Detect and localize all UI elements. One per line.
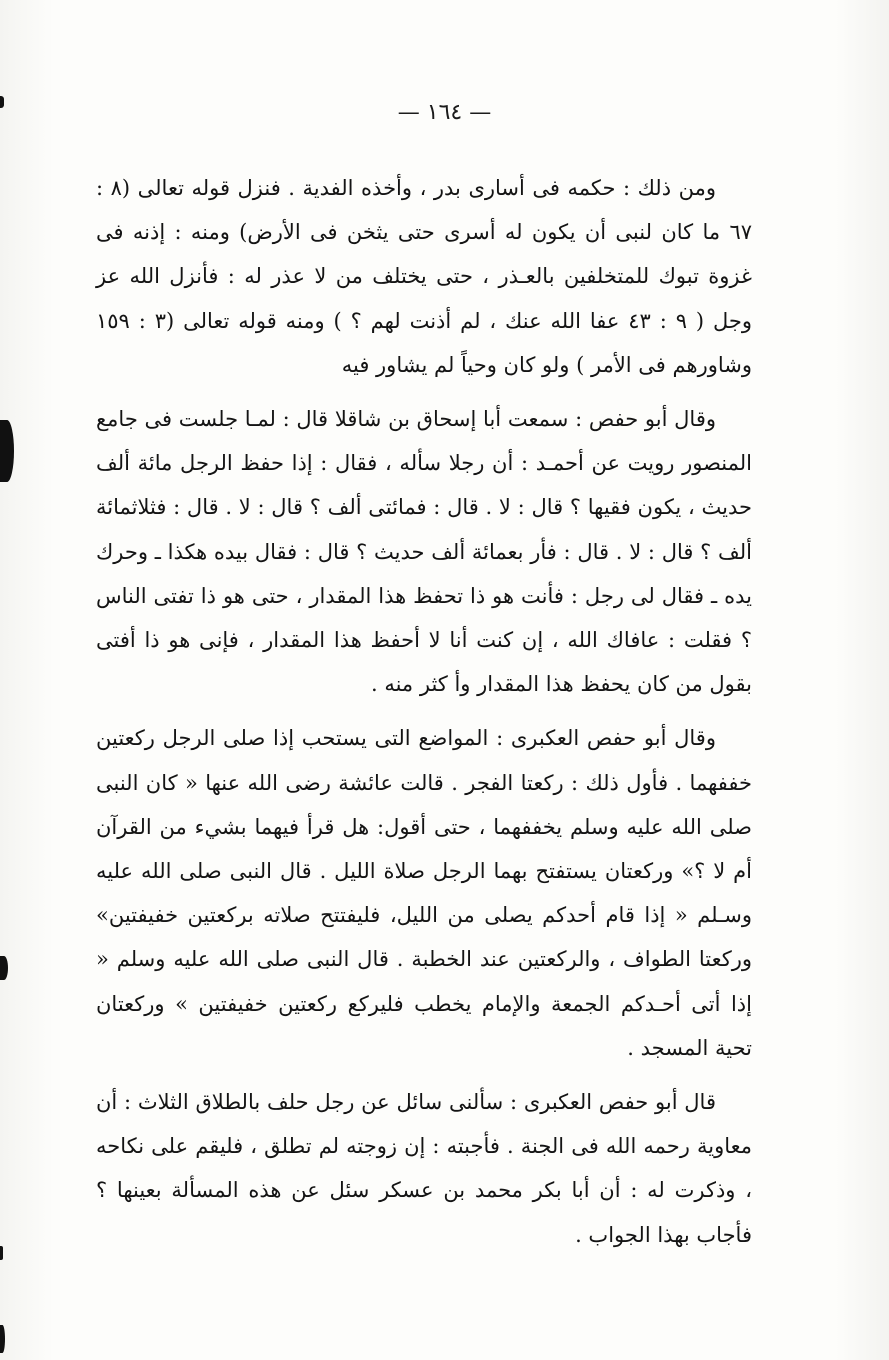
scan-edge-mark xyxy=(0,420,14,482)
body-text xyxy=(96,166,752,1257)
paragraph-4: قال أبو حفص العكبرى : سألنى سائل عن رجل حلف بالطلاق الثلاث : أن معاوية رحمه الله فى الجنة . فأجبته : إن زوجته لم تطلق ، فليقم على نكاحه ، وذكرت له : أن أبا بكر محمد بن عسكر سئل عن هذه المسألة بعينها ؟ فأجاب بهذا الجواب . xyxy=(96,1090,752,1247)
scan-edge-mark xyxy=(0,96,4,108)
scan-edge-mark xyxy=(0,1325,5,1353)
paragraph-1: ومن ذلك : حكمه فى أسارى بدر ، وأخذه الفدية . فنزل قوله تعالى (٨ : ٦٧ ما كان لنبى أن يكون له أسرى حتى يثخن فى الأرض) ومنه : إذنه فى غزوة تبوك للمتخلفين بالعـذر ، حتى يختلف من لا عذر له : فأنزل الله عز وجل ( ٩ : ٤٣ عفا الله عنك ، لم أذنت لهم ؟ ) ومنه قوله تعالى (٣ : ١٥٩ وشاورهم فى الأمر ) ولو كان وحياً لم يشاور فيه xyxy=(96,176,752,377)
scan-edge-mark xyxy=(0,1246,3,1260)
scan-edge-mark xyxy=(0,956,8,980)
page-number: — ١٦٤ — xyxy=(397,100,492,125)
paragraph-3: وقال أبو حفص العكبرى : المواضع التى يستحب إذا صلى الرجل ركعتين خففهما . فأول ذلك : ركعتا الفجر . قالت عائشة رضى الله عنها « كان النبى صلى الله عليه وسلم يخففهما ، حتى أقول: هل قرأ فيهما بشيء من القرآن أم لا ؟» وركعتان يستفتح بهما الرجل صلاة الليل . قال النبى صلى الله عليه وسـلم « إذا قام أحدكم يصلى من الليل، فليفتتح صلاته بركعتين خفيفتين» وركعتا الطواف ، والركعتين عند الخطبة . قال النبى صلى الله عليه وسلم « إذا أتى أحـدكم الجمعة والإمام يخطب فليركع ركعتين خفيفتين » وركعتان تحية المسجد . xyxy=(96,726,752,1060)
paragraph-2: وقال أبو حفص : سمعت أبا إسحاق بن شاقلا قال : لمـا جلست فى جامع المنصور رويت عن أحمـد : أن رجلا سأله ، فقال : إذا حفظ الرجل مائة ألف حديث ، يكون فقيها ؟ قال : لا . قال : فمائتى ألف ؟ قال : لا . قال : فثلاثمائة ألف ؟ قال : لا . قال : فأر بعمائة ألف حديث ؟ قال : فقال بيده هكذا ـ وحرك يده ـ فقال لى رجل : فأنت هو ذا تحفظ هذا المقدار ، حتى هو ذا تفتى الناس ؟ فقلت : عافاك الله ، إن كنت أنا لا أحفظ هذا المقدار ، فإنى هو ذا أفتى بقول من كان يحفظ هذا المقدار وأ كثر منه . xyxy=(96,407,752,697)
